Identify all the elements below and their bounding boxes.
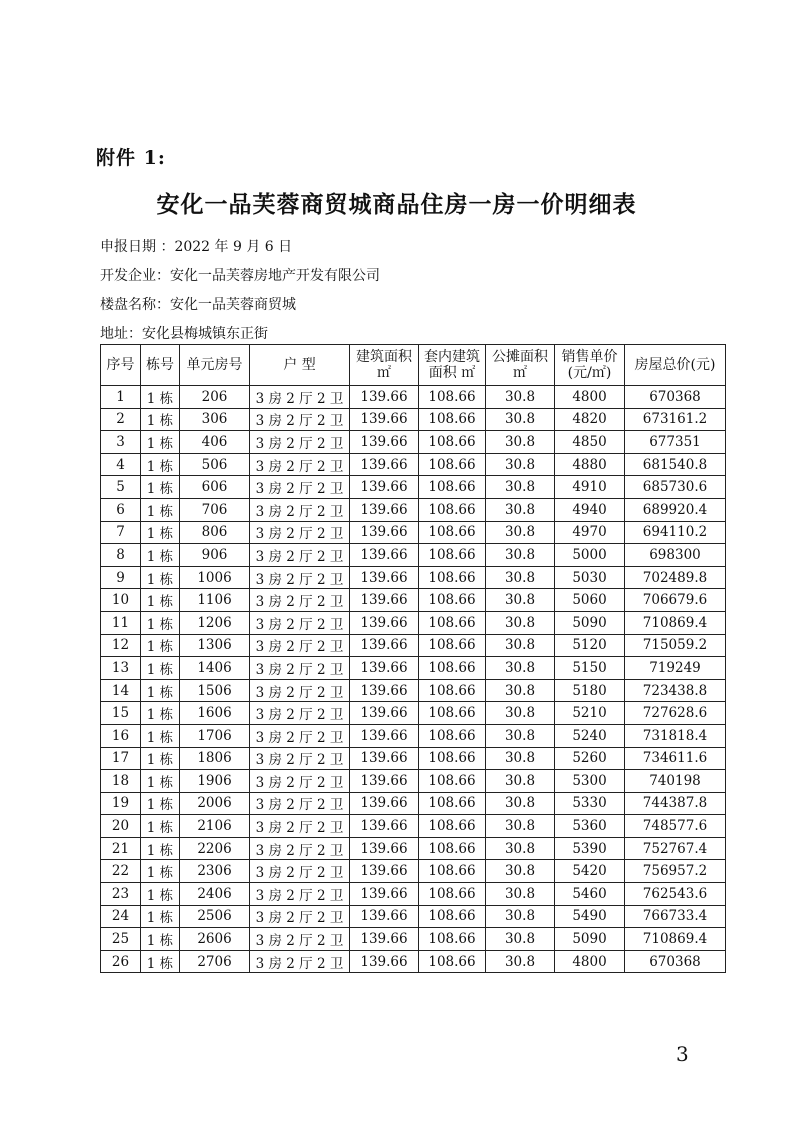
cell-type: 3 房 2 厅 2 卫 [250,702,350,725]
cell-shared-area: 30.8 [486,770,555,793]
cell-building: 1 栋 [141,657,180,680]
cell-gross-area: 139.66 [350,747,419,770]
cell-gross-area: 139.66 [350,589,419,612]
cell-gross-area: 139.66 [350,905,419,928]
cell-inner-area: 108.66 [419,860,486,883]
cell-total-price: 731818.4 [625,724,726,747]
cell-shared-area: 30.8 [486,883,555,906]
cell-type: 3 房 2 厅 2 卫 [250,950,350,973]
table-row [101,724,726,747]
cell-unit-price: 5300 [555,770,625,793]
cell-building: 1 栋 [141,792,180,815]
cell-type: 3 房 2 厅 2 卫 [250,724,350,747]
cell-unit-price: 4940 [555,498,625,521]
cell-inner-area: 108.66 [419,431,486,454]
cell-shared-area: 30.8 [486,408,555,431]
cell-inner-area: 108.66 [419,634,486,657]
cell-seq: 13 [101,657,141,680]
cell-total-price: 681540.8 [625,453,726,476]
cell-total-price: 740198 [625,770,726,793]
page-number: 3 [676,1042,689,1066]
cell-total-price: 706679.6 [625,589,726,612]
table-row [101,408,726,431]
cell-inner-area: 108.66 [419,702,486,725]
cell-gross-area: 139.66 [350,657,419,680]
table-row [101,544,726,567]
cell-seq: 17 [101,747,141,770]
cell-inner-area: 108.66 [419,544,486,567]
cell-unit: 1806 [180,747,250,770]
cell-unit-price: 5460 [555,883,625,906]
cell-gross-area: 139.66 [350,770,419,793]
cell-unit-price: 4880 [555,453,625,476]
cell-gross-area: 139.66 [350,950,419,973]
table-row [101,792,726,815]
table-row [101,657,726,680]
cell-inner-area: 108.66 [419,521,486,544]
cell-building: 1 栋 [141,770,180,793]
developer-name: 开发企业：安化一品芙蓉房地产开发有限公司 [100,268,380,284]
cell-type: 3 房 2 厅 2 卫 [250,747,350,770]
header-unit: 单元房号 [180,345,250,386]
cell-type: 3 房 2 厅 2 卫 [250,521,350,544]
cell-unit-price: 4910 [555,476,625,499]
cell-shared-area: 30.8 [486,498,555,521]
cell-type: 3 房 2 厅 2 卫 [250,566,350,589]
cell-type: 3 房 2 厅 2 卫 [250,408,350,431]
cell-shared-area: 30.8 [486,657,555,680]
table-row [101,928,726,951]
cell-unit: 1206 [180,611,250,634]
cell-type: 3 房 2 厅 2 卫 [250,386,350,409]
cell-unit-price: 5180 [555,679,625,702]
cell-inner-area: 108.66 [419,657,486,680]
cell-inner-area: 108.66 [419,498,486,521]
cell-inner-area: 108.66 [419,792,486,815]
cell-inner-area: 108.66 [419,747,486,770]
price-table [100,344,726,973]
cell-inner-area: 108.66 [419,679,486,702]
cell-building: 1 栋 [141,702,180,725]
cell-gross-area: 139.66 [350,498,419,521]
cell-total-price: 689920.4 [625,498,726,521]
cell-unit: 1906 [180,770,250,793]
cell-seq: 9 [101,566,141,589]
cell-shared-area: 30.8 [486,837,555,860]
cell-total-price: 710869.4 [625,611,726,634]
cell-unit: 206 [180,386,250,409]
table-row [101,837,726,860]
cell-unit: 306 [180,408,250,431]
cell-shared-area: 30.8 [486,566,555,589]
cell-gross-area: 139.66 [350,431,419,454]
table-row [101,431,726,454]
cell-shared-area: 30.8 [486,928,555,951]
header-shared-area: 公摊面积 ㎡ [486,345,555,386]
cell-type: 3 房 2 厅 2 卫 [250,453,350,476]
header-inner-area: 套内建筑 面积 ㎡ [419,345,486,386]
cell-unit-price: 4850 [555,431,625,454]
cell-type: 3 房 2 厅 2 卫 [250,815,350,838]
cell-unit: 2706 [180,950,250,973]
cell-inner-area: 108.66 [419,589,486,612]
cell-unit: 1406 [180,657,250,680]
cell-unit-price: 4800 [555,950,625,973]
cell-unit: 706 [180,498,250,521]
cell-inner-area: 108.66 [419,770,486,793]
cell-total-price: 727628.6 [625,702,726,725]
cell-unit: 2006 [180,792,250,815]
table-row [101,815,726,838]
cell-gross-area: 139.66 [350,476,419,499]
header-seq: 序号 [101,345,141,386]
cell-unit: 2206 [180,837,250,860]
table-row [101,950,726,973]
cell-inner-area: 108.66 [419,386,486,409]
cell-building: 1 栋 [141,883,180,906]
table-row [101,453,726,476]
cell-seq: 7 [101,521,141,544]
cell-shared-area: 30.8 [486,860,555,883]
cell-type: 3 房 2 厅 2 卫 [250,837,350,860]
cell-building: 1 栋 [141,498,180,521]
cell-type: 3 房 2 厅 2 卫 [250,634,350,657]
cell-unit: 606 [180,476,250,499]
cell-gross-area: 139.66 [350,521,419,544]
cell-inner-area: 108.66 [419,476,486,499]
header-gross-area: 建筑面积 ㎡ [350,345,419,386]
cell-building: 1 栋 [141,589,180,612]
cell-inner-area: 108.66 [419,566,486,589]
cell-inner-area: 108.66 [419,837,486,860]
cell-unit-price: 5240 [555,724,625,747]
cell-gross-area: 139.66 [350,815,419,838]
cell-shared-area: 30.8 [486,589,555,612]
cell-gross-area: 139.66 [350,634,419,657]
table-row [101,860,726,883]
cell-type: 3 房 2 厅 2 卫 [250,770,350,793]
cell-type: 3 房 2 厅 2 卫 [250,905,350,928]
cell-total-price: 719249 [625,657,726,680]
cell-unit-price: 5360 [555,815,625,838]
cell-shared-area: 30.8 [486,634,555,657]
cell-building: 1 栋 [141,544,180,567]
cell-gross-area: 139.66 [350,408,419,431]
cell-gross-area: 139.66 [350,883,419,906]
cell-gross-area: 139.66 [350,453,419,476]
cell-type: 3 房 2 厅 2 卫 [250,657,350,680]
cell-gross-area: 139.66 [350,837,419,860]
cell-shared-area: 30.8 [486,679,555,702]
cell-building: 1 栋 [141,724,180,747]
cell-gross-area: 139.66 [350,544,419,567]
cell-type: 3 房 2 厅 2 卫 [250,589,350,612]
page-title: 安化一品芙蓉商贸城商品住房一房一价明细表 [156,191,637,218]
cell-total-price: 710869.4 [625,928,726,951]
cell-gross-area: 139.66 [350,679,419,702]
cell-total-price: 673161.2 [625,408,726,431]
cell-building: 1 栋 [141,634,180,657]
cell-inner-area: 108.66 [419,611,486,634]
cell-seq: 3 [101,431,141,454]
cell-unit: 2606 [180,928,250,951]
cell-seq: 11 [101,611,141,634]
cell-gross-area: 139.66 [350,611,419,634]
cell-unit-price: 5330 [555,792,625,815]
cell-seq: 12 [101,634,141,657]
table-row [101,905,726,928]
cell-seq: 6 [101,498,141,521]
cell-total-price: 744387.8 [625,792,726,815]
cell-gross-area: 139.66 [350,566,419,589]
cell-unit: 1606 [180,702,250,725]
cell-total-price: 752767.4 [625,837,726,860]
cell-unit-price: 5420 [555,860,625,883]
cell-seq: 24 [101,905,141,928]
cell-gross-area: 139.66 [350,702,419,725]
cell-building: 1 栋 [141,453,180,476]
table-header-row [101,345,726,386]
table-row [101,611,726,634]
cell-shared-area: 30.8 [486,453,555,476]
cell-gross-area: 139.66 [350,860,419,883]
cell-inner-area: 108.66 [419,950,486,973]
cell-total-price: 734611.6 [625,747,726,770]
cell-shared-area: 30.8 [486,544,555,567]
cell-total-price: 748577.6 [625,815,726,838]
cell-unit: 1006 [180,566,250,589]
cell-total-price: 762543.6 [625,883,726,906]
cell-type: 3 房 2 厅 2 卫 [250,928,350,951]
table-row [101,476,726,499]
cell-total-price: 766733.4 [625,905,726,928]
cell-building: 1 栋 [141,950,180,973]
cell-shared-area: 30.8 [486,386,555,409]
table-row [101,566,726,589]
cell-gross-area: 139.66 [350,724,419,747]
cell-building: 1 栋 [141,905,180,928]
cell-building: 1 栋 [141,566,180,589]
cell-type: 3 房 2 厅 2 卫 [250,679,350,702]
cell-shared-area: 30.8 [486,792,555,815]
cell-seq: 10 [101,589,141,612]
cell-seq: 15 [101,702,141,725]
cell-shared-area: 30.8 [486,521,555,544]
cell-building: 1 栋 [141,611,180,634]
header-unit-price: 销售单价 (元/㎡) [555,345,625,386]
cell-inner-area: 108.66 [419,883,486,906]
cell-unit: 1306 [180,634,250,657]
cell-seq: 5 [101,476,141,499]
cell-type: 3 房 2 厅 2 卫 [250,498,350,521]
cell-seq: 25 [101,928,141,951]
cell-building: 1 栋 [141,837,180,860]
cell-type: 3 房 2 厅 2 卫 [250,611,350,634]
table-row [101,883,726,906]
cell-unit-price: 5030 [555,566,625,589]
cell-total-price: 698300 [625,544,726,567]
cell-seq: 21 [101,837,141,860]
cell-unit: 2506 [180,905,250,928]
cell-unit: 906 [180,544,250,567]
table-row [101,521,726,544]
cell-seq: 22 [101,860,141,883]
cell-building: 1 栋 [141,521,180,544]
cell-building: 1 栋 [141,408,180,431]
cell-shared-area: 30.8 [486,702,555,725]
cell-building: 1 栋 [141,815,180,838]
cell-type: 3 房 2 厅 2 卫 [250,860,350,883]
cell-unit-price: 4820 [555,408,625,431]
cell-shared-area: 30.8 [486,905,555,928]
cell-seq: 26 [101,950,141,973]
cell-seq: 23 [101,883,141,906]
cell-total-price: 756957.2 [625,860,726,883]
cell-seq: 16 [101,724,141,747]
header-type: 户 型 [250,345,350,386]
cell-unit: 406 [180,431,250,454]
report-date: 申报日期 ：2022 年 9 月 6 日 [100,239,293,255]
table-row [101,679,726,702]
cell-building: 1 栋 [141,747,180,770]
table-row [101,498,726,521]
cell-total-price: 685730.6 [625,476,726,499]
cell-unit-price: 5390 [555,837,625,860]
cell-unit: 806 [180,521,250,544]
attachment-label: 附件 1: [96,147,166,169]
cell-total-price: 702489.8 [625,566,726,589]
cell-unit-price: 4970 [555,521,625,544]
table-row [101,589,726,612]
cell-seq: 19 [101,792,141,815]
cell-unit-price: 5490 [555,905,625,928]
cell-unit: 1506 [180,679,250,702]
cell-shared-area: 30.8 [486,431,555,454]
cell-unit-price: 5150 [555,657,625,680]
cell-inner-area: 108.66 [419,905,486,928]
cell-inner-area: 108.66 [419,408,486,431]
cell-type: 3 房 2 厅 2 卫 [250,431,350,454]
cell-total-price: 677351 [625,431,726,454]
table-row [101,747,726,770]
cell-building: 1 栋 [141,928,180,951]
cell-unit-price: 5090 [555,611,625,634]
table-row [101,702,726,725]
cell-building: 1 栋 [141,476,180,499]
cell-unit-price: 5090 [555,928,625,951]
cell-inner-area: 108.66 [419,453,486,476]
cell-type: 3 房 2 厅 2 卫 [250,544,350,567]
cell-unit-price: 5120 [555,634,625,657]
cell-gross-area: 139.66 [350,386,419,409]
table-row [101,770,726,793]
header-total-price: 房屋总价(元) [625,345,726,386]
cell-building: 1 栋 [141,679,180,702]
table-row [101,386,726,409]
cell-gross-area: 139.66 [350,792,419,815]
cell-inner-area: 108.66 [419,928,486,951]
cell-total-price: 670368 [625,950,726,973]
cell-total-price: 715059.2 [625,634,726,657]
cell-shared-area: 30.8 [486,724,555,747]
cell-seq: 1 [101,386,141,409]
cell-seq: 2 [101,408,141,431]
cell-gross-area: 139.66 [350,928,419,951]
project-name: 楼盘名称：安化一品芙蓉商贸城 [100,297,296,313]
cell-seq: 8 [101,544,141,567]
cell-building: 1 栋 [141,860,180,883]
cell-building: 1 栋 [141,431,180,454]
project-address: 地址：安化县梅城镇东正街 [100,326,268,342]
cell-unit: 2406 [180,883,250,906]
cell-total-price: 723438.8 [625,679,726,702]
cell-type: 3 房 2 厅 2 卫 [250,476,350,499]
cell-unit: 506 [180,453,250,476]
cell-shared-area: 30.8 [486,476,555,499]
cell-unit-price: 4800 [555,386,625,409]
cell-total-price: 694110.2 [625,521,726,544]
cell-inner-area: 108.66 [419,724,486,747]
cell-unit: 2306 [180,860,250,883]
cell-seq: 4 [101,453,141,476]
cell-type: 3 房 2 厅 2 卫 [250,883,350,906]
cell-shared-area: 30.8 [486,950,555,973]
cell-shared-area: 30.8 [486,747,555,770]
cell-shared-area: 30.8 [486,611,555,634]
cell-unit-price: 5060 [555,589,625,612]
cell-unit: 1706 [180,724,250,747]
cell-unit-price: 5000 [555,544,625,567]
cell-inner-area: 108.66 [419,815,486,838]
cell-total-price: 670368 [625,386,726,409]
cell-seq: 20 [101,815,141,838]
cell-seq: 18 [101,770,141,793]
cell-unit-price: 5210 [555,702,625,725]
cell-building: 1 栋 [141,386,180,409]
cell-unit: 2106 [180,815,250,838]
cell-shared-area: 30.8 [486,815,555,838]
cell-seq: 14 [101,679,141,702]
cell-unit: 1106 [180,589,250,612]
table-row [101,634,726,657]
cell-unit-price: 5260 [555,747,625,770]
header-building: 栋号 [141,345,180,386]
cell-type: 3 房 2 厅 2 卫 [250,792,350,815]
